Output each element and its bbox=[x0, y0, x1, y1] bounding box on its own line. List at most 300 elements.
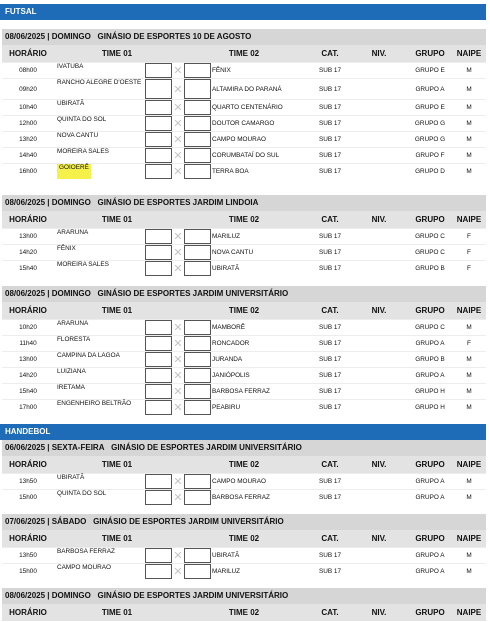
team2-name: FÊNIX bbox=[212, 67, 231, 74]
match-row bbox=[2, 473, 486, 489]
versus-x-icon: ✕ bbox=[173, 102, 183, 114]
match-level bbox=[354, 368, 404, 383]
team1-label: MOREIRA SALES bbox=[57, 148, 109, 155]
col-grupo: GRUPO bbox=[415, 460, 445, 469]
team1-score-box[interactable] bbox=[145, 564, 172, 579]
versus-x-icon: ✕ bbox=[173, 263, 183, 275]
col-time02: TIME 02 bbox=[228, 49, 260, 58]
team2-name: BARBOSA FERRAZ bbox=[212, 494, 270, 501]
match-level bbox=[354, 245, 404, 260]
team2-score-box[interactable] bbox=[184, 79, 211, 99]
col-time01: TIME 01 bbox=[101, 460, 133, 469]
team1-score-box[interactable] bbox=[145, 132, 172, 147]
session-header bbox=[2, 29, 486, 45]
team1-score-box[interactable] bbox=[145, 490, 172, 505]
col-grupo: GRUPO bbox=[415, 306, 445, 315]
col-grupo: GRUPO bbox=[415, 49, 445, 58]
col-naipe: NAIPE bbox=[456, 460, 482, 469]
match-level bbox=[354, 490, 404, 505]
session-futsal-10-de-agosto bbox=[2, 29, 486, 179]
team2-score-box[interactable] bbox=[184, 116, 211, 131]
match-time: 14h40 bbox=[19, 152, 37, 159]
team2-score-box[interactable] bbox=[184, 148, 211, 163]
match-level bbox=[354, 229, 404, 244]
team2-name: PEABIRU bbox=[212, 404, 241, 411]
session-date: 08/06/2025 | DOMINGO bbox=[5, 289, 91, 298]
match-row bbox=[2, 115, 486, 131]
team1-score-box[interactable] bbox=[145, 229, 172, 244]
team1-name bbox=[57, 368, 143, 383]
match-group: GRUPO A bbox=[415, 494, 445, 501]
session-header bbox=[2, 514, 486, 530]
session-header bbox=[2, 286, 486, 302]
versus-x-icon: ✕ bbox=[173, 247, 183, 259]
col-time01: TIME 01 bbox=[101, 608, 133, 617]
team1-name bbox=[57, 352, 143, 367]
team1-name bbox=[57, 564, 143, 579]
match-row bbox=[2, 131, 486, 147]
col-niv: NIV. bbox=[371, 608, 387, 617]
match-time: 15h00 bbox=[19, 568, 37, 575]
versus-x-icon: ✕ bbox=[173, 492, 183, 504]
match-rows bbox=[2, 319, 486, 415]
match-time: 10h40 bbox=[19, 104, 37, 111]
match-naipe: F bbox=[467, 233, 471, 240]
col-cat: CAT. bbox=[321, 534, 339, 543]
match-level bbox=[354, 116, 404, 131]
match-group: GRUPO H bbox=[415, 388, 445, 395]
team1-label: GOIOERÊ bbox=[57, 164, 91, 179]
team1-label: IVATUBA bbox=[57, 63, 84, 70]
match-rows bbox=[2, 62, 486, 179]
team2-name: NOVA CANTU bbox=[212, 249, 254, 256]
match-category: SUB 17 bbox=[318, 478, 342, 485]
match-row bbox=[2, 99, 486, 115]
team1-score-box[interactable] bbox=[145, 63, 172, 78]
match-level bbox=[354, 63, 404, 78]
versus-x-icon: ✕ bbox=[173, 476, 183, 488]
team1-label: FÊNIX bbox=[57, 245, 76, 252]
match-row bbox=[2, 351, 486, 367]
session-date: 08/06/2025 | DOMINGO bbox=[5, 198, 91, 207]
team2-name: BARBOSA FERRAZ bbox=[212, 388, 270, 395]
session-venue: GINÁSIO DE ESPORTES JARDIM UNIVERSITÁRIO bbox=[93, 517, 284, 526]
match-group: GRUPO F bbox=[415, 152, 445, 159]
col-niv: NIV. bbox=[371, 215, 387, 224]
session-handebol-domingo bbox=[2, 588, 486, 621]
team1-label: UBIRATÃ bbox=[57, 474, 85, 481]
team1-label: QUINTA DO SOL bbox=[57, 490, 107, 497]
col-niv: NIV. bbox=[371, 49, 387, 58]
col-niv: NIV. bbox=[371, 306, 387, 315]
team1-label: MOREIRA SALES bbox=[57, 261, 109, 268]
team1-score-box[interactable] bbox=[145, 368, 172, 383]
team1-name bbox=[57, 164, 143, 179]
team1-name bbox=[57, 474, 143, 489]
team2-score-box[interactable] bbox=[184, 400, 211, 415]
match-category: SUB 17 bbox=[318, 136, 342, 143]
team2-name: UBIRATÃ bbox=[212, 552, 240, 559]
match-rows bbox=[2, 228, 486, 276]
session-header bbox=[2, 440, 486, 456]
col-time02: TIME 02 bbox=[228, 306, 260, 315]
team1-score-box[interactable] bbox=[145, 116, 172, 131]
match-row bbox=[2, 260, 486, 276]
col-horario: HORÁRIO bbox=[9, 49, 47, 58]
team2-name: RONCADOR bbox=[212, 340, 250, 347]
team1-label: LUIZIANA bbox=[57, 368, 86, 375]
match-row bbox=[2, 367, 486, 383]
session-venue: GINÁSIO DE ESPORTES JARDIM UNIVERSITÁRIO bbox=[97, 591, 289, 600]
match-naipe: M bbox=[466, 388, 472, 395]
team2-name: JURANDA bbox=[212, 356, 243, 363]
match-category: SUB 17 bbox=[318, 120, 342, 127]
team2-name: UBIRATÃ bbox=[212, 265, 240, 272]
team1-name bbox=[57, 245, 143, 260]
match-level bbox=[354, 352, 404, 367]
match-level bbox=[354, 320, 404, 335]
match-group: GRUPO G bbox=[414, 120, 446, 127]
team1-score-box[interactable] bbox=[145, 261, 172, 276]
match-category: SUB 17 bbox=[318, 168, 342, 175]
match-group: GRUPO C bbox=[415, 324, 445, 331]
team1-score-box[interactable] bbox=[145, 548, 172, 563]
column-header-row bbox=[2, 456, 486, 473]
match-time: 13h00 bbox=[19, 356, 37, 363]
match-naipe: M bbox=[466, 356, 472, 363]
col-cat: CAT. bbox=[321, 215, 339, 224]
match-group: GRUPO A bbox=[415, 568, 445, 575]
match-category: SUB 17 bbox=[318, 356, 342, 363]
match-time: 15h40 bbox=[19, 388, 37, 395]
versus-x-icon: ✕ bbox=[173, 166, 183, 178]
match-category: SUB 17 bbox=[318, 249, 342, 256]
match-category: SUB 17 bbox=[318, 85, 342, 93]
match-time: 17h00 bbox=[19, 404, 37, 411]
match-naipe: M bbox=[466, 136, 472, 143]
team2-score-box[interactable] bbox=[184, 164, 211, 179]
match-group: GRUPO C bbox=[415, 233, 445, 240]
match-naipe: M bbox=[466, 152, 472, 159]
match-level bbox=[354, 164, 404, 179]
match-category: SUB 17 bbox=[318, 340, 342, 347]
match-category: SUB 17 bbox=[318, 324, 342, 331]
match-time: 09h20 bbox=[19, 85, 37, 93]
match-category: SUB 17 bbox=[318, 404, 342, 411]
match-rows bbox=[2, 547, 486, 579]
session-date: 08/06/2025 | DOMINGO bbox=[5, 591, 91, 600]
team2-score-box[interactable] bbox=[184, 368, 211, 383]
match-row bbox=[2, 62, 486, 78]
session-futsal-jardim-lindoia bbox=[2, 195, 486, 276]
team1-name bbox=[57, 548, 143, 563]
match-rows bbox=[2, 473, 486, 505]
match-row bbox=[2, 147, 486, 163]
team1-name bbox=[57, 336, 143, 351]
col-time01: TIME 01 bbox=[101, 534, 133, 543]
match-group: GRUPO C bbox=[415, 249, 445, 256]
match-category: SUB 17 bbox=[318, 265, 342, 272]
match-group: GRUPO A bbox=[415, 340, 445, 347]
match-level bbox=[354, 474, 404, 489]
match-group: GRUPO H bbox=[415, 404, 445, 411]
team1-name bbox=[57, 384, 143, 399]
team2-score-box[interactable] bbox=[184, 261, 211, 276]
match-category: SUB 17 bbox=[318, 104, 342, 111]
team1-name bbox=[57, 132, 143, 147]
col-cat: CAT. bbox=[321, 306, 339, 315]
session-venue: GINÁSIO DE ESPORTES JARDIM LINDOIA bbox=[97, 198, 259, 207]
match-naipe: M bbox=[466, 552, 472, 559]
match-time: 13h50 bbox=[19, 552, 37, 559]
col-horario: HORÁRIO bbox=[9, 460, 47, 469]
col-time01: TIME 01 bbox=[101, 215, 133, 224]
match-level bbox=[354, 148, 404, 163]
match-level bbox=[354, 336, 404, 351]
versus-x-icon: ✕ bbox=[173, 370, 183, 382]
session-header bbox=[2, 195, 486, 211]
col-horario: HORÁRIO bbox=[9, 215, 47, 224]
match-naipe: M bbox=[466, 104, 472, 111]
team1-score-box[interactable] bbox=[145, 384, 172, 399]
match-row bbox=[2, 399, 486, 415]
versus-x-icon: ✕ bbox=[173, 150, 183, 162]
match-naipe: M bbox=[466, 404, 472, 411]
col-time02: TIME 02 bbox=[228, 215, 260, 224]
col-grupo: GRUPO bbox=[415, 534, 445, 543]
session-date: 07/06/2025 | SÁBADO bbox=[5, 517, 87, 526]
team2-name: MARILUZ bbox=[212, 233, 241, 240]
team1-label: ARARUNA bbox=[57, 320, 89, 327]
team2-score-box[interactable] bbox=[184, 384, 211, 399]
match-row bbox=[2, 547, 486, 563]
column-header-row bbox=[2, 530, 486, 547]
team1-label: UBIRATÃ bbox=[57, 100, 85, 107]
team2-name: MARILUZ bbox=[212, 568, 241, 575]
match-group: GRUPO B bbox=[415, 265, 445, 272]
versus-x-icon: ✕ bbox=[173, 231, 183, 243]
match-naipe: F bbox=[467, 340, 471, 347]
column-header-row bbox=[2, 45, 486, 62]
team1-name bbox=[57, 229, 143, 244]
team1-name bbox=[57, 63, 143, 78]
col-naipe: NAIPE bbox=[456, 306, 482, 315]
col-niv: NIV. bbox=[371, 460, 387, 469]
column-header-row bbox=[2, 211, 486, 228]
match-row bbox=[2, 163, 486, 179]
team2-score-box[interactable] bbox=[184, 245, 211, 260]
match-level bbox=[354, 261, 404, 276]
session-venue: GINÁSIO DE ESPORTES 10 DE AGOSTO bbox=[97, 32, 252, 41]
match-naipe: M bbox=[466, 67, 472, 74]
team1-label: ARARUNA bbox=[57, 229, 89, 236]
column-header-row bbox=[2, 302, 486, 319]
col-horario: HORÁRIO bbox=[9, 306, 47, 315]
match-time: 12h00 bbox=[19, 120, 37, 127]
match-naipe: M bbox=[466, 568, 472, 575]
match-naipe: M bbox=[466, 324, 472, 331]
team1-score-box[interactable] bbox=[145, 336, 172, 351]
versus-x-icon: ✕ bbox=[173, 134, 183, 146]
team2-score-box[interactable] bbox=[184, 320, 211, 335]
versus-x-icon: ✕ bbox=[173, 566, 183, 578]
col-time02: TIME 02 bbox=[228, 460, 260, 469]
match-group: GRUPO E bbox=[415, 67, 445, 74]
team1-label: FLORESTA bbox=[57, 336, 91, 343]
team1-label: IRETAMA bbox=[57, 384, 85, 391]
team1-score-box[interactable] bbox=[145, 148, 172, 163]
match-level bbox=[354, 384, 404, 399]
col-cat: CAT. bbox=[321, 49, 339, 58]
team2-score-box[interactable] bbox=[184, 63, 211, 78]
match-level bbox=[354, 79, 404, 99]
match-naipe: M bbox=[466, 494, 472, 501]
versus-x-icon: ✕ bbox=[173, 322, 183, 334]
versus-x-icon: ✕ bbox=[173, 550, 183, 562]
team1-label: QUINTA DO SOL bbox=[57, 116, 107, 123]
match-time: 08h00 bbox=[19, 67, 37, 74]
versus-x-icon: ✕ bbox=[173, 354, 183, 366]
team1-score-box[interactable] bbox=[145, 245, 172, 260]
team1-label: NOVA CANTU bbox=[57, 132, 99, 139]
col-grupo: GRUPO bbox=[415, 608, 445, 617]
match-category: SUB 17 bbox=[318, 388, 342, 395]
column-header-row bbox=[2, 604, 486, 621]
match-row bbox=[2, 244, 486, 260]
match-row bbox=[2, 383, 486, 399]
sport-header-futsal: FUTSAL bbox=[0, 4, 486, 20]
session-venue: GINÁSIO DE ESPORTES JARDIM UNIVERSITÁRIO bbox=[97, 289, 289, 298]
team2-score-box[interactable] bbox=[184, 564, 211, 579]
match-row bbox=[2, 489, 486, 505]
match-group: GRUPO A bbox=[415, 478, 445, 485]
team1-score-box[interactable] bbox=[145, 164, 172, 179]
match-level bbox=[354, 400, 404, 415]
match-category: SUB 17 bbox=[318, 152, 342, 159]
col-naipe: NAIPE bbox=[456, 49, 482, 58]
match-time: 13h00 bbox=[19, 233, 37, 240]
team2-name: DOUTOR CAMARGO bbox=[212, 120, 275, 127]
versus-x-icon: ✕ bbox=[173, 386, 183, 398]
match-time: 13h20 bbox=[19, 136, 37, 143]
team1-name bbox=[57, 400, 143, 415]
team2-name: ALTAMIRA DO PARANÁ bbox=[212, 85, 282, 93]
team1-name bbox=[57, 79, 143, 99]
session-venue: GINÁSIO DE ESPORTES JARDIM UNIVERSITÁRIO bbox=[111, 443, 302, 452]
match-group: GRUPO A bbox=[415, 85, 445, 93]
session-handebol-sabado bbox=[2, 514, 486, 579]
col-grupo: GRUPO bbox=[415, 215, 445, 224]
match-time: 15h40 bbox=[19, 265, 37, 272]
match-naipe: F bbox=[467, 249, 471, 256]
team2-name: JANIÓPOLIS bbox=[212, 372, 250, 379]
team1-name bbox=[57, 148, 143, 163]
session-futsal-jardim-universitario bbox=[2, 286, 486, 415]
team2-score-box[interactable] bbox=[184, 490, 211, 505]
match-naipe: M bbox=[466, 478, 472, 485]
team1-score-box[interactable] bbox=[145, 474, 172, 489]
match-time: 11h40 bbox=[19, 340, 37, 347]
team2-score-box[interactable] bbox=[184, 132, 211, 147]
versus-x-icon: ✕ bbox=[173, 83, 183, 96]
match-group: GRUPO G bbox=[414, 136, 446, 143]
team1-label: CAMPO MOURAO bbox=[57, 564, 111, 571]
team2-score-box[interactable] bbox=[184, 352, 211, 367]
col-time02: TIME 02 bbox=[228, 608, 260, 617]
team1-score-box[interactable] bbox=[145, 400, 172, 415]
session-date: 08/06/2025 | DOMINGO bbox=[5, 32, 91, 41]
col-time01: TIME 01 bbox=[101, 306, 133, 315]
match-row bbox=[2, 563, 486, 579]
match-time: 14h20 bbox=[19, 249, 37, 256]
team1-score-box[interactable] bbox=[145, 352, 172, 367]
versus-x-icon: ✕ bbox=[173, 338, 183, 350]
col-horario: HORÁRIO bbox=[9, 534, 47, 543]
team1-score-box[interactable] bbox=[145, 79, 172, 99]
col-cat: CAT. bbox=[321, 608, 339, 617]
match-group: GRUPO A bbox=[415, 372, 445, 379]
match-category: SUB 17 bbox=[318, 494, 342, 501]
team1-score-box[interactable] bbox=[145, 320, 172, 335]
team1-name bbox=[57, 320, 143, 335]
match-group: GRUPO B bbox=[415, 356, 445, 363]
team2-score-box[interactable] bbox=[184, 229, 211, 244]
team1-name bbox=[57, 116, 143, 131]
team2-name: CAMPO MOURAO bbox=[212, 136, 266, 143]
match-group: GRUPO D bbox=[415, 168, 445, 175]
team1-label: CAMPINA DA LAGOA bbox=[57, 352, 120, 359]
match-time: 16h00 bbox=[19, 168, 37, 175]
col-horario: HORÁRIO bbox=[9, 608, 47, 617]
team2-score-box[interactable] bbox=[184, 100, 211, 115]
match-level bbox=[354, 132, 404, 147]
match-level bbox=[354, 100, 404, 115]
team2-score-box[interactable] bbox=[184, 474, 211, 489]
match-category: SUB 17 bbox=[318, 233, 342, 240]
team1-score-box[interactable] bbox=[145, 100, 172, 115]
team2-name: TERRA BOA bbox=[212, 168, 249, 175]
match-row bbox=[2, 228, 486, 244]
team2-score-box[interactable] bbox=[184, 548, 211, 563]
team1-label: ENGENHEIRO BELTRÃO bbox=[57, 400, 132, 407]
team2-name: CORUMBATAÍ DO SUL bbox=[212, 152, 280, 159]
match-group: GRUPO E bbox=[415, 104, 445, 111]
match-naipe: M bbox=[466, 372, 472, 379]
session-handebol-sexta bbox=[2, 440, 486, 505]
team1-name bbox=[57, 261, 143, 276]
col-niv: NIV. bbox=[371, 534, 387, 543]
col-naipe: NAIPE bbox=[456, 608, 482, 617]
match-row bbox=[2, 335, 486, 351]
session-date: 06/06/2025 | SEXTA-FEIRA bbox=[5, 443, 105, 452]
team2-name: MAMBORÊ bbox=[212, 324, 246, 331]
match-time: 14h20 bbox=[19, 372, 37, 379]
team2-score-box[interactable] bbox=[184, 336, 211, 351]
match-level bbox=[354, 564, 404, 579]
col-time01: TIME 01 bbox=[101, 49, 133, 58]
match-category: SUB 17 bbox=[318, 552, 342, 559]
match-naipe: M bbox=[466, 168, 472, 175]
versus-x-icon: ✕ bbox=[173, 65, 183, 77]
team1-name bbox=[57, 100, 143, 115]
col-cat: CAT. bbox=[321, 460, 339, 469]
col-time02: TIME 02 bbox=[228, 534, 260, 543]
match-naipe: M bbox=[466, 85, 472, 93]
sport-header-handebol: HANDEBOL bbox=[0, 424, 486, 440]
versus-x-icon: ✕ bbox=[173, 402, 183, 414]
match-category: SUB 17 bbox=[318, 372, 342, 379]
match-time: 15h00 bbox=[19, 494, 37, 501]
